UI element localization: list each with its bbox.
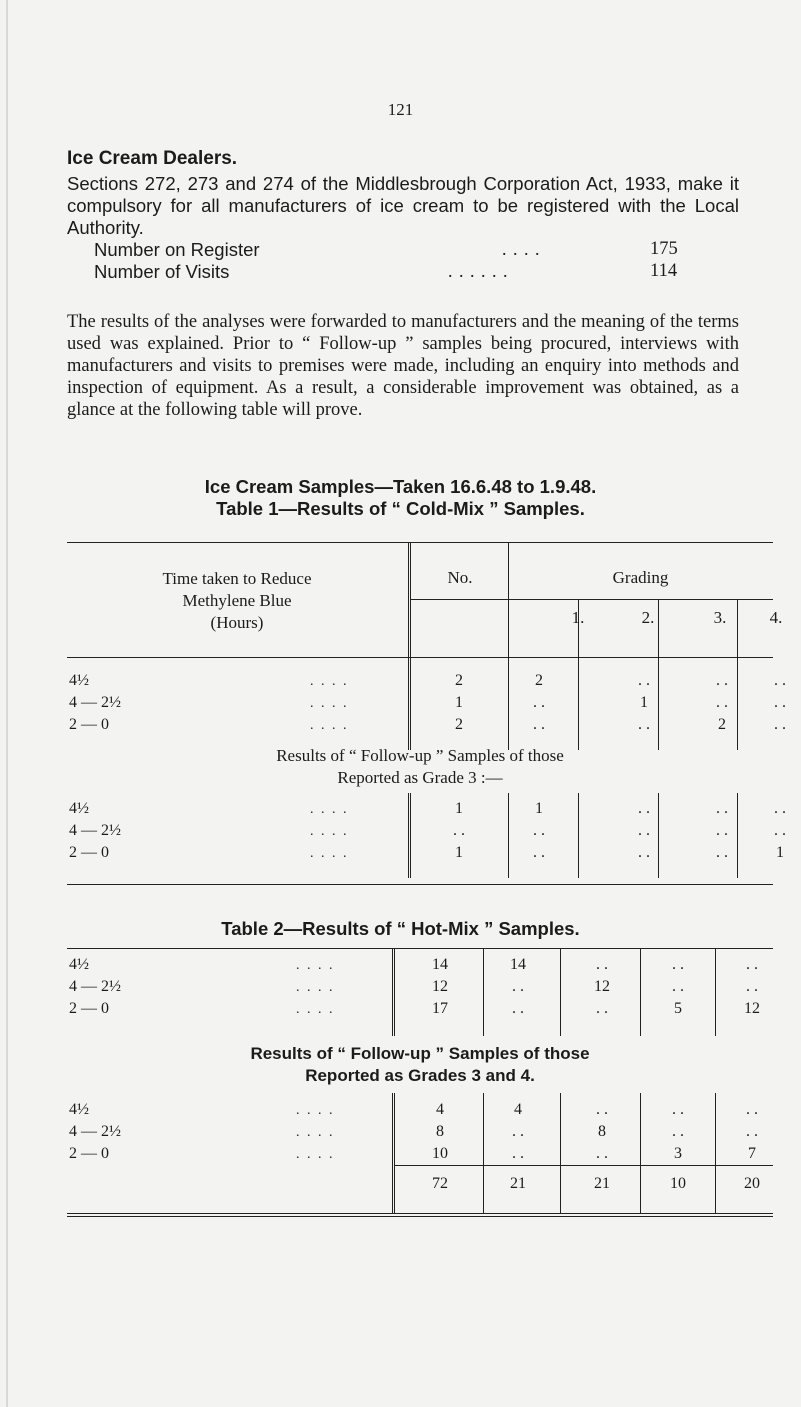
row-leader-dots: . . . . bbox=[296, 958, 335, 973]
cell-g2: 8 bbox=[598, 1123, 606, 1140]
table1f-col-rule-no bbox=[408, 793, 409, 878]
table1-grading-rule bbox=[410, 599, 773, 600]
cell-g4: . . bbox=[746, 1101, 758, 1118]
table2f-col-rule-g3 bbox=[640, 1093, 641, 1213]
cell-g4: . . bbox=[746, 978, 758, 995]
table2-col-rule-no bbox=[392, 948, 393, 1036]
row-label: 4 — 2½ bbox=[69, 1123, 121, 1140]
cell-g4: 7 bbox=[748, 1145, 756, 1162]
row-leader-dots: . . . . bbox=[296, 980, 335, 995]
intro-paragraph: Sections 272, 273 and 274 of the Middlesbrough Corporation Act, 1933, make it compulsory for all manufacturers of ice cream to be registered with the Local Authority. bbox=[67, 173, 739, 238]
cell-g4: . . bbox=[774, 800, 786, 817]
table1-follow-caption-2: Reported as Grade 3 :— bbox=[337, 768, 503, 787]
page-number: 121 bbox=[387, 100, 414, 119]
row-leader-dots: . . . . bbox=[310, 824, 349, 839]
cell-no: . . bbox=[453, 822, 465, 839]
row-label: 2 — 0 bbox=[69, 716, 109, 733]
total-g3: 10 bbox=[670, 1175, 686, 1192]
cell-g4: . . bbox=[746, 956, 758, 973]
header-grade-4: 4. bbox=[769, 608, 783, 627]
table2f-col-rule-g2 bbox=[560, 1093, 561, 1213]
stat-register-dots: . . . . bbox=[502, 239, 541, 259]
cell-g3: 3 bbox=[674, 1145, 682, 1162]
row-leader-dots: . . . . bbox=[310, 674, 349, 689]
header-grade-1: 1. bbox=[571, 608, 585, 627]
row-leader-dots: . . . . bbox=[310, 718, 349, 733]
cell-g1: . . bbox=[533, 694, 545, 711]
table2-col-rule-no-double bbox=[394, 948, 395, 1036]
cell-g1: . . bbox=[533, 822, 545, 839]
cell-no: 8 bbox=[436, 1123, 444, 1140]
scan-edge-shadow bbox=[6, 0, 8, 1407]
cell-g2: . . bbox=[638, 844, 650, 861]
stat-register-value: 175 bbox=[650, 239, 678, 259]
cell-g4: . . bbox=[774, 716, 786, 733]
table2-bottom-rule bbox=[67, 1213, 773, 1214]
row-label: 4 — 2½ bbox=[69, 694, 121, 711]
table1-header-bottom-rule bbox=[67, 657, 773, 658]
row-leader-dots: . . . . bbox=[296, 1147, 335, 1162]
cell-no: 4 bbox=[436, 1101, 444, 1118]
header-grade-3: 3. bbox=[713, 608, 727, 627]
table1-top-rule bbox=[67, 542, 773, 543]
cell-g2: . . bbox=[596, 1000, 608, 1017]
cell-no: 1 bbox=[455, 694, 463, 711]
cell-g3: . . bbox=[672, 1101, 684, 1118]
cell-g2: . . bbox=[638, 672, 650, 689]
cell-no: 1 bbox=[455, 800, 463, 817]
row-label: 4 — 2½ bbox=[69, 978, 121, 995]
table2-col-rule-g2 bbox=[560, 948, 561, 1036]
cell-g4: . . bbox=[774, 694, 786, 711]
cell-no: 12 bbox=[432, 978, 448, 995]
row-label: 4 — 2½ bbox=[69, 822, 121, 839]
cell-g4: . . bbox=[774, 822, 786, 839]
table2-col-rule-g1 bbox=[483, 948, 484, 1036]
row-label: 2 — 0 bbox=[69, 844, 109, 861]
cell-g3: . . bbox=[716, 844, 728, 861]
cell-g1: . . bbox=[512, 1123, 524, 1140]
cell-g3: . . bbox=[716, 672, 728, 689]
cell-g1: 2 bbox=[535, 672, 543, 689]
table2-bottom-rule-double bbox=[67, 1216, 773, 1217]
table2-title: Table 2—Results of “ Hot-Mix ” Samples. bbox=[221, 918, 580, 939]
cell-no: 17 bbox=[432, 1000, 448, 1017]
cell-g2: . . bbox=[596, 1101, 608, 1118]
cell-g1: 4 bbox=[514, 1101, 522, 1118]
cell-g4: . . bbox=[774, 672, 786, 689]
stat-register-label: Number on Register bbox=[94, 239, 260, 260]
cell-no: 1 bbox=[455, 844, 463, 861]
section-heading: Ice Cream Dealers. bbox=[67, 148, 238, 169]
cell-g1: . . bbox=[533, 716, 545, 733]
cell-g3: 2 bbox=[718, 716, 726, 733]
table1-col-rule-no-double bbox=[410, 542, 411, 750]
cell-g1: . . bbox=[533, 844, 545, 861]
row-label: 4½ bbox=[69, 1101, 89, 1118]
cell-g3: . . bbox=[672, 1123, 684, 1140]
cell-g1: . . bbox=[512, 1000, 524, 1017]
cell-g4: 1 bbox=[776, 844, 784, 861]
header-time-line1: Time taken to Reduce bbox=[162, 569, 312, 588]
cell-g1: 14 bbox=[510, 956, 526, 973]
table2f-col-rule-no bbox=[392, 1093, 393, 1213]
table2-col-rule-g4 bbox=[715, 948, 716, 1036]
table2f-col-rule-g4 bbox=[715, 1093, 716, 1213]
cell-g3: . . bbox=[672, 956, 684, 973]
row-leader-dots: . . . . bbox=[310, 846, 349, 861]
cell-g2: . . bbox=[638, 822, 650, 839]
cell-g1: . . bbox=[512, 978, 524, 995]
cell-no: 2 bbox=[455, 716, 463, 733]
cell-g2: . . bbox=[596, 1145, 608, 1162]
row-leader-dots: . . . . bbox=[296, 1103, 335, 1118]
table1-follow-caption-1: Results of “ Follow-up ” Samples of those bbox=[276, 746, 564, 765]
table2f-col-rule-no-double bbox=[394, 1093, 395, 1213]
total-g4: 20 bbox=[744, 1175, 760, 1192]
table2-col-rule-g3 bbox=[640, 948, 641, 1036]
row-leader-dots: . . . . bbox=[310, 802, 349, 817]
row-leader-dots: . . . . bbox=[310, 696, 349, 711]
cell-g2: . . bbox=[596, 956, 608, 973]
header-grading: Grading bbox=[612, 568, 669, 587]
stat-visits-dots: . . . . . . bbox=[448, 261, 509, 281]
totals-rule bbox=[394, 1165, 773, 1166]
row-leader-dots: . . . . bbox=[296, 1125, 335, 1140]
header-time-line2: Methylene Blue bbox=[182, 591, 292, 610]
table1f-col-rule-no-double bbox=[410, 793, 411, 878]
table2f-col-rule-g1 bbox=[483, 1093, 484, 1213]
total-no: 72 bbox=[432, 1175, 448, 1192]
stat-visits-value: 114 bbox=[650, 261, 678, 281]
cell-g2: . . bbox=[638, 800, 650, 817]
table1-bottom-rule bbox=[67, 884, 773, 885]
cell-g2: 1 bbox=[640, 694, 648, 711]
results-paragraph: The results of the analyses were forwarded to manufacturers and the meaning of the terms used was explained. Prior to “ Follow-up ” samples being procured, interviews with manufacturers and visits to premises were made, including an enquiry into methods and inspection of equipment. As a result, a considerable improvement was obtained, as a glance at the following table will prove. bbox=[67, 312, 739, 420]
cell-g1: 1 bbox=[535, 800, 543, 817]
table2-follow-caption-1: Results of “ Follow-up ” Samples of those bbox=[250, 1044, 590, 1063]
header-time-line3: (Hours) bbox=[210, 613, 264, 632]
cell-no: 14 bbox=[432, 956, 448, 973]
cell-no: 10 bbox=[432, 1145, 448, 1162]
row-label: 4½ bbox=[69, 800, 89, 817]
total-g2: 21 bbox=[594, 1175, 610, 1192]
row-label: 4½ bbox=[69, 672, 89, 689]
header-no: No. bbox=[447, 568, 473, 587]
header-grade-2: 2. bbox=[641, 608, 655, 627]
cell-g3: . . bbox=[716, 822, 728, 839]
row-leader-dots: . . . . bbox=[296, 1002, 335, 1017]
cell-no: 2 bbox=[455, 672, 463, 689]
table2-follow-caption-2: Reported as Grades 3 and 4. bbox=[305, 1066, 535, 1085]
cell-g1: . . bbox=[512, 1145, 524, 1162]
table1-title: Table 1—Results of “ Cold-Mix ” Samples. bbox=[216, 498, 585, 519]
cell-g3: . . bbox=[672, 978, 684, 995]
cell-g3: . . bbox=[716, 800, 728, 817]
total-g1: 21 bbox=[510, 1175, 526, 1192]
table1f-col-rule-g2 bbox=[578, 793, 579, 878]
stat-visits-label: Number of Visits bbox=[94, 261, 230, 282]
row-label: 2 — 0 bbox=[69, 1000, 109, 1017]
table2-top-rule bbox=[67, 948, 773, 949]
row-label: 4½ bbox=[69, 956, 89, 973]
cell-g3: 5 bbox=[674, 1000, 682, 1017]
cell-g4: 12 bbox=[744, 1000, 760, 1017]
cell-g4: . . bbox=[746, 1123, 758, 1140]
cell-g2: . . bbox=[638, 716, 650, 733]
cell-g2: 12 bbox=[594, 978, 610, 995]
row-label: 2 — 0 bbox=[69, 1145, 109, 1162]
samples-title: Ice Cream Samples—Taken 16.6.48 to 1.9.48. bbox=[204, 476, 597, 497]
table1-col-rule-no bbox=[408, 542, 409, 750]
cell-g3: . . bbox=[716, 694, 728, 711]
